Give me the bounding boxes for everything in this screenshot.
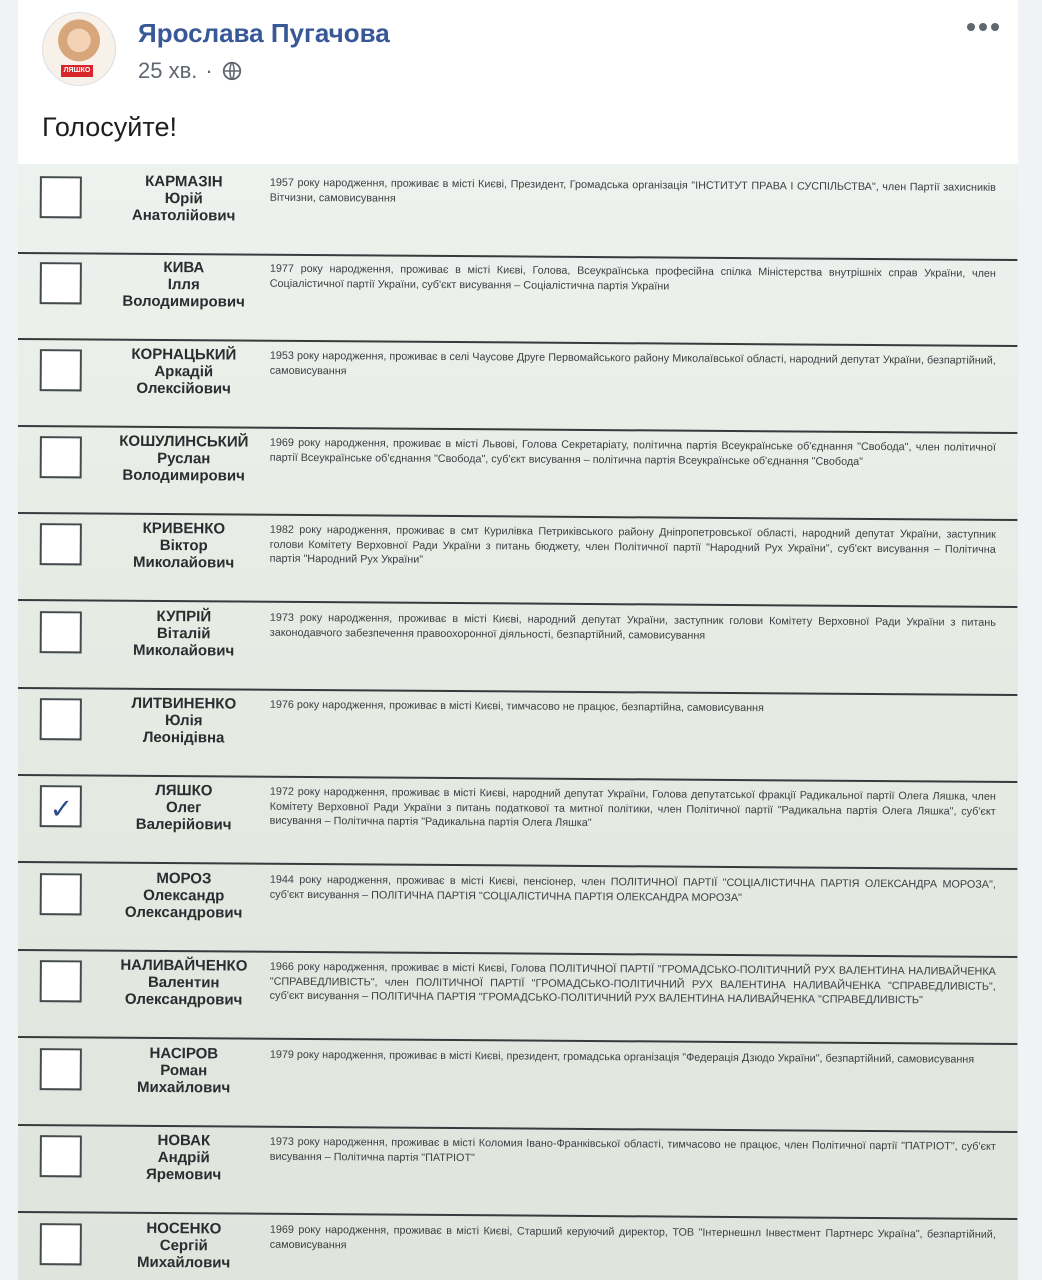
candidate-patronymic: Миколайович [132,641,235,660]
candidate-name [104,1045,264,1097]
post-header [18,0,1018,164]
candidate-patronymic: Володимирович [122,292,245,311]
candidate-bio: 1976 року народження, проживає в місті Києві, тимчасово не працює, безпартійна, самовисування [269,698,764,715]
candidate-given: Валентин [147,973,220,992]
ballot-row [18,1036,1018,1133]
globe-icon [221,60,243,82]
ballot-row [18,686,1018,783]
ballot-checkbox[interactable] [40,960,82,1002]
candidate-surname: КРИВЕНКО [142,519,226,538]
candidate-given: Олег [166,799,202,817]
ballot-row [18,599,1018,696]
candidate-patronymic: Олексійович [136,379,231,398]
candidate-name [104,608,264,660]
candidate-surname: МОРОЗ [156,869,212,888]
candidate-given: Віктор [159,536,208,555]
post-time[interactable]: 25 хв. [138,58,198,83]
ballot-checkbox[interactable] [40,1048,82,1090]
candidate-name [104,173,264,225]
ballot-checkbox[interactable] [40,1135,82,1177]
candidate-bio: 1973 року народження, проживає в місті Києві, народний депутат України, заступник голови Комітету Верховної Ради України з питань законодавчого забезпечення правоохоронної діяльності, безпартійний, самовисування [269,611,996,642]
candidate-surname: ЛЯШКО [155,781,213,800]
candidate-bio: 1979 року народження, проживає в місті Києві, президент, громадська організація "Федерація Дзюдо України", безпартійний, самовисування [269,1048,975,1066]
avatar[interactable] [42,12,116,86]
candidate-bio: 1953 року народження, проживає в селі Чаусове Друге Первомайського району Миколаївської області, народний депутат України, безпартійний, самовисування [269,349,996,377]
candidate-name [104,259,264,311]
candidate-surname: КОШУЛИНСЬКИЙ [119,432,249,451]
ballot-checkbox[interactable] [40,349,82,391]
candidate-bio: 1969 року народження, проживає в місті Києві, Старший керуючий директор, ТОВ "Інтернешнл Інвестмент Партнерс Україна", безпартійний, самовисування [269,1223,996,1251]
candidate-given: Юрій [164,190,203,208]
ballot-row [18,1123,1018,1220]
candidate-patronymic: Миколайович [132,553,235,572]
candidate-bio: 1972 року народження, проживає в місті Києві, народний депутат України, Голова депутатської фракції Радикальної партії Олега Ляшка, член Комітету Верховної Ради України з питань податкової та митної політики, член Політичної партії "Радикальна партія Олега Ляшка", суб'єкт висування – Політична партія "Радикальна партія Олега Ляшка" [269,785,996,830]
ballot-row [18,250,1018,347]
candidate-name [104,433,264,485]
facebook-post [18,0,1018,1280]
candidate-bio: 1957 року народження, проживає в місті Києві, Президент, Громадська організація "ІНСТИТУТ ПРАВА І СУСПІЛЬСТВА", член Партії захисників Вітчизни, самовисування [269,176,996,205]
candidate-given: Олександр [143,886,225,905]
candidate-name [104,695,264,747]
candidate-patronymic: Володимирович [122,466,245,485]
post-text: Голосуйте! [42,112,177,142]
candidate-given: Юлія [164,712,203,730]
candidate-name [104,520,264,572]
ballot-row [18,773,1018,870]
ballot-checkbox[interactable] [40,873,82,915]
meta-separator: · [205,58,213,83]
ballot-row [18,511,1018,608]
candidate-given: Роман [160,1061,208,1080]
candidate-name [104,1132,264,1184]
candidate-patronymic: Яремович [145,1165,222,1184]
candidate-surname: НОСЕНКО [146,1219,222,1238]
candidate-name [104,870,264,922]
candidate-bio: 1944 року народження, проживає в місті Києві, пенсіонер, член ПОЛІТИЧНОЇ ПАРТІЇ "СОЦІАЛІСТИЧНА ПАРТІЯ ОЛЕКСАНДРА МОРОЗА", суб'єкт висування – ПОЛІТИЧНА ПАРТІЯ "СОЦІАЛІСТИЧНА ПАРТІЯ ОЛЕКСАНДРА МОРОЗА" [269,873,996,904]
ballot-row [18,948,1018,1045]
candidate-bio: 1969 року народження, проживає в місті Львові, Голова Секретаріату, політична партія Всеукраїнське об'єднання "Свобода", член політичної партії Всеукраїнське об'єднання "Свобода", суб'єкт висування – політична партія Всеукраїнське об'єднання "Свобода" [269,436,996,468]
ballot-row [18,1211,1018,1280]
ballot-checkbox[interactable] [40,611,82,653]
ballot-photo[interactable] [18,164,1018,1280]
candidate-surname: КИВА [163,259,205,277]
ballot-checkbox[interactable] [40,698,82,740]
candidate-patronymic: Олександрович [124,903,243,922]
candidate-bio: 1973 року народження, проживає в місті Коломия Івано-Франківської області, тимчасово не працює, член Політичної партії "ПАТРІОТ", суб'єкт висування – Політична партія "ПАТРІОТ" [269,1135,996,1164]
ballot-row [18,861,1018,958]
candidate-bio: 1982 року народження, проживає в смт Курилівка Петриківського району Дніпропетровської області, народний депутат України, заступник голови Комітету Верховної Ради України з питань бюджету, член Політичної партії "Народний Рух України", суб'єкт висування – Політична партія "Народний Рух України" [269,523,996,566]
candidate-surname: НАЛИВАЙЧЕНКО [120,956,248,975]
candidate-given: Руслан [157,449,211,468]
ballot-checkbox[interactable] [40,523,82,565]
author-name[interactable]: Ярослава Пугачова [138,18,390,48]
candidate-name [104,1220,264,1272]
ballot-checkbox[interactable] [40,1223,82,1265]
candidate-surname: НАСІРОВ [149,1044,219,1063]
ballot-row [18,424,1018,521]
candidate-surname: НОВАК [157,1131,211,1150]
ballot-row [18,337,1018,434]
more-icon[interactable] [966,20,1000,34]
checkmark-icon: ✓ [49,793,74,825]
candidate-given: Аркадій [154,362,214,381]
candidate-given: Віталій [156,624,211,643]
candidate-patronymic: Леонідівна [142,728,225,747]
candidate-patronymic: Михайлович [136,1253,231,1272]
candidate-surname: ЛИТВИНЕНКО [131,694,237,713]
ballot-checkbox[interactable] [40,785,82,827]
candidate-given: Ілля [167,276,200,294]
candidate-given: Андрій [157,1148,210,1167]
candidate-patronymic: Анатолійович [131,206,236,225]
post-meta [138,58,243,84]
candidate-name [104,346,264,398]
ballot-row [18,164,1018,261]
candidate-patronymic: Михайлович [136,1078,231,1097]
candidate-name [104,957,264,1009]
candidate-bio: 1966 року народження, проживає в місті Києві, Голова ПОЛІТИЧНОЇ ПАРТІЇ "ГРОМАДСЬКО-ПОЛІТИЧНИЙ РУХ ВАЛЕНТИНА НАЛИВАЙЧЕНКА "СПРАВЕДЛИВІСТЬ", член ПОЛІТИЧНОЇ ПАРТІЇ "ГРОМАДСЬКО-ПОЛІТИЧНИЙ РУХ ВАЛЕНТИНА НАЛИВАЙЧЕНКА "СПРАВЕДЛИВІСТЬ", суб'єкт висування – ПОЛІТИЧНА ПАРТІЯ "ГРОМАДСЬКО-ПОЛІТИЧНИЙ РУХ ВАЛЕНТИНА НАЛИВАЙЧЕНКА "СПРАВЕДЛИВІСТЬ" [269,960,996,1007]
ballot-checkbox[interactable] [40,436,82,478]
candidate-surname: КАРМАЗІН [145,172,223,191]
ballot-checkbox[interactable] [40,176,82,218]
candidate-patronymic: Валерійович [135,815,232,834]
candidate-bio: 1977 року народження, проживає в місті Києві, Голова, Всеукраїнська професійна спілка Міністерства внутрішніх справ України, член Соціалістичної партії України, суб'єкт висування – Соціалістична партія України [269,262,996,293]
candidate-name [104,782,264,834]
candidate-given: Сергій [159,1236,208,1255]
candidate-surname: КОРНАЦЬКИЙ [131,345,237,364]
avatar-badge: ЛЯШКО [61,65,93,77]
candidate-patronymic: Олександрович [124,990,243,1009]
candidate-surname: КУПРІЙ [156,607,212,626]
ballot-checkbox[interactable] [40,262,82,304]
